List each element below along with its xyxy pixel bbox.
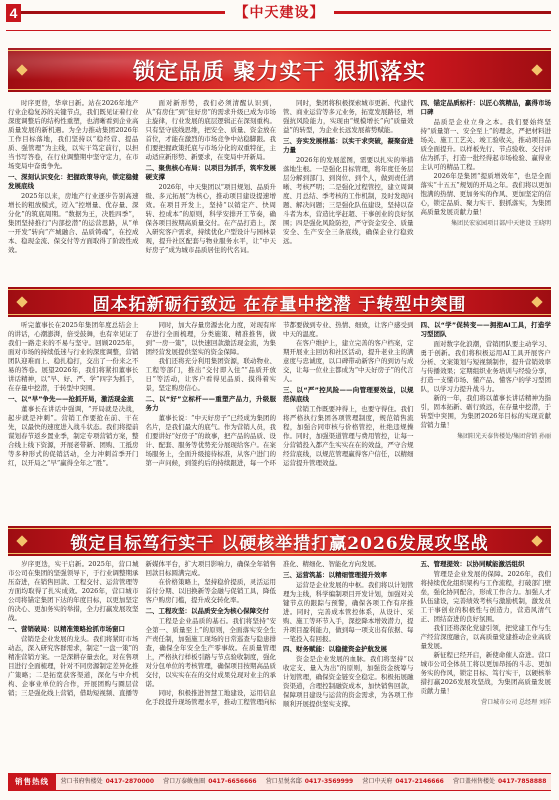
article-paragraph: 新征程已经开启，新使命催人奋进。营口城市公司全体员工将以更加昂扬的斗志、更加务实的作风，锁定目标、笃行实干，以硬核举措打赢2026发展攻坚战，为集团高质量发展贡献力量！ bbox=[420, 651, 551, 695]
article-2-headline: 固本拓新砺行致远 在存量中挖潜 于转型中突围 bbox=[92, 294, 467, 315]
diamond-ornament-icon bbox=[531, 535, 542, 546]
article-paragraph: 岁序更迭，实干启新。2025年，营口城市公司在集团的坚强领导下，于行业调整期承压奋进，在销售回款、工程交付、运营管理等方面均取得了扎实成效。2026年，营口城市公司将锚定集团下达的年度目标，以更加坚定的决心、更加务实的举措，全力打赢发展攻坚战。 bbox=[8, 560, 139, 622]
article-3-headline-banner bbox=[8, 526, 551, 556]
hotline-phone: 0417-2870000 bbox=[105, 778, 155, 785]
page-number: 4 bbox=[6, 4, 21, 22]
article-subheading: 四、财务赋能：以稳健资金护航发展 bbox=[283, 645, 387, 653]
article-subheading: 二、工程攻坚：以品质安全为核心保障交付 bbox=[145, 606, 269, 615]
article-paragraph: 同时，加大存量房源去化力度，对现有库存进行全面梳理，分类施策、精准推售，做到“一房一策”，以快速回款激活现金流，为集团经营发展提供坚实的资金保障。 bbox=[145, 321, 276, 356]
article-paragraph: 我们还将充分利用集团资源，联动物业、工程等部门，推出“交付即入住”“品质开放日”等活动，让客户看得见品质、摸得着实景，坚定购房信心。 bbox=[145, 357, 276, 392]
article-3-body bbox=[8, 560, 551, 769]
article-2-headline-banner bbox=[8, 287, 551, 317]
article-paragraph: 营销是企业发展的龙头。我们将紧盯市场动态，深入研究客群需求，制定“一盘一策”的精准营销方案。一是深耕存量去化，对在售项目进行全面梳理，针对不同房源制定差异化推广策略；二是拓宽获客渠道，深化与中介机构、企事业单位的合作，开展团购与圈层营销；三是强化线上营销，借助短视频、直播等新媒体平台，扩大项目影响力，确保全年销售回款目标圆满完成。 bbox=[8, 560, 276, 697]
hotline-phone: 0417-3569999 bbox=[304, 778, 354, 785]
hotline-name: 营口盖州售楼处 bbox=[452, 778, 495, 785]
article-paragraph: 同时，积极推进智慧工地建设，运用信息化手段提升现场管理水平，推动工程管理向标准化、精细化、智能化方向发展。 bbox=[145, 560, 381, 706]
hotline-item bbox=[61, 774, 154, 790]
article-subheading: 三、夯实发展根基：以实干求突破，凝聚奋进力量 bbox=[283, 136, 414, 154]
article-paragraph: 新的一年，我们将以董事长讲话精神为指引，固本拓新、砺行致远，在存量中挖潜，于转型中突围，为集团2026年目标的实现贡献营销力量！ bbox=[420, 394, 551, 429]
header-rule-right bbox=[334, 11, 551, 14]
article-paragraph: 在价格策略上，坚持稳价提质，灵活运用首付分期、以旧换新等金融与促销工具，降低客户购房门槛，提升成交转化率。 bbox=[145, 578, 276, 604]
diamond-ornament-icon bbox=[16, 64, 27, 75]
article-paragraph: 董事长说：“中天好房子”已经成为集团的名片，是我们最大的底气。作为营销人员，我们要讲好“好房子”的故事，把产品的品质、设计、配套、服务等优势充分展现给客户。在案场服务上，全面升级接待标准，从客户进门的第一声问候，到签约后的持续跟进，每一个环节都要做到专业、热情、细致，让客户感受到中天的温度。 bbox=[145, 321, 414, 467]
article-subheading: 二、以“好”立标杆——重塑产品力，升级服务力 bbox=[145, 394, 276, 412]
hotline-name: 营口万泰鲅鱼圈 bbox=[163, 778, 206, 785]
article-paragraph: 在客户维护上，建立完善的客户档案，定期开展业主回访和社区活动，提升老业主的满意度与忠诚度，以口碑带动新客户的到访与成交，让每一位业主都成为“中天好房子”的代言人。 bbox=[283, 339, 414, 383]
article-paragraph: 2026年是集团“提质增效年”，也是全面落实“十五五”规划的开局之年。我们将以更加饱满的热情、更加务实的作风、更加坚定的信心，锁定品质、聚力实干、狠抓落实，为集团高质量发展贡献力量！ bbox=[420, 172, 551, 216]
diamond-ornament-icon bbox=[16, 296, 27, 307]
article-paragraph: 我们还将深化党建引领，把党建工作与生产经营深度融合，以高质量党建推动企业高质量发展。 bbox=[420, 624, 551, 650]
article-paragraph: 2025年以来，房地产行业逐步告别高速增长的粗放模式，迈入“控增量、优存量、深分化”的筑底周期。“数据为王，决胜四季”，集团坚持推行“内部挖潜”的运营思路，从“单一开发”转向“产城融合、品质铸魂”，在控成本、稳现金流、保交付等方面取得了阶段性成效。 bbox=[8, 191, 139, 254]
article-subheading: 四、锚定品质标杆：以匠心筑精品，赢得市场口碑 bbox=[420, 99, 551, 116]
article-paragraph: 面对数字化浪潮，营销团队要主动学习、勇于创新。我们将积极运用AI工具开展客户分析、文案策划与短视频制作，提升营销效率与传播效果；定期组织业务培训与经验分享，打造一支懂市场、懂产品、懂客户的学习型团队，以学习力提升战斗力。 bbox=[420, 340, 551, 393]
article-paragraph: 资金是企业发展的血脉。我们将坚持“以收定支、量入为出”的原则，加强资金统筹与计划管理，确保资金链安全稳定。积极拓展融资渠道，合理控制融资成本，加快销售回款，保障项目建设与运营的资金需求，为各项工作顺利开展提供坚实支撑。 bbox=[283, 655, 414, 708]
article-subheading: 一、深刻认识变化：把握政策导向，锁定稳健发展底线 bbox=[8, 172, 139, 190]
hotline-item bbox=[266, 774, 353, 790]
article-paragraph: 时序更替，华章日新。站在2026年地产行业企稳复苏的关键节点，我们既见证着行业深度调整后的结构性重塑，也清晰看到企业高质量发展的新机遇。为全力推动集团2026年工作目标落地，我们坚持以“稳经营、提品质、强管理”为主线，以实干笃定前行，以担当书写答卷，在行业调整期中坚守定力，在市场变局中奋勇争先。 bbox=[8, 99, 139, 170]
article-byline: 集团民宏家园项目部/中天建设 王晓明 bbox=[451, 220, 551, 227]
hotline-name: 营口中天府 bbox=[362, 778, 393, 785]
article-paragraph: 营销工作既要冲得上，也要守得住。我们将严格执行集团各项管理制度，规范销售流程，加强合同审核与价格管控，杜绝违规操作。同时，加强渠道管理与费用管控，让每一分营销投入都产生实实在在的效益，严守合规经营底线，以规范管理赢得客户信任，以精细运营提升管理效益。 bbox=[283, 404, 414, 467]
article-paragraph: 董事长在讲话中强调，“开局就是决战，起步就是冲刺”。营销工作要抢在前、干在先，以最快的速度进入战斗状态。我们将提前谋划春节返乡置业季，制定专项营销方案，整合线上线下资源，开展老带新、团购、工抵房等多种形式的促销活动，全力冲刺首季开门红，以开局之“早”赢得全年之“胜”。 bbox=[8, 404, 139, 467]
header-rule-left bbox=[21, 11, 225, 14]
diamond-ornament-icon bbox=[531, 296, 542, 307]
article-subheading: 四、以“学”促转变——拥抱AI工具，打造学习型团队 bbox=[420, 321, 551, 338]
article-1-body bbox=[8, 99, 551, 282]
article-subheading: 五、管理提效：以协同赋能激活组织 bbox=[420, 560, 525, 568]
hotline-phone: 0417-2146666 bbox=[395, 778, 444, 785]
article-2-body bbox=[8, 321, 551, 522]
hotline-item bbox=[362, 774, 443, 790]
article-3-headline: 锁定目标笃行实干 以硬核举措打赢2026发展攻坚战 bbox=[70, 533, 489, 554]
hotline-name: 营口星悦名邸 bbox=[265, 778, 302, 785]
article-paragraph: 同时，集团将积极探索城市更新、代建代管、商业运营等多元业务，拓宽发展路径，增强抗风险能力，实现由“规模增长”向“质量效益”的转型，为企业长远发展蓄势赋能。 bbox=[283, 99, 414, 134]
article-paragraph: 听完董事长在2025年集团年度总结会上的讲话，心潮澎湃，倍受鼓舞，也有幸见证了我们一路走来的不易与坚守。回顾2025年，面对市场的持续低迷与行业的深度调整，营销团队迎难而上、稳扎稳打，交出了一份来之不易的答卷。展望2026年，我们将紧扣董事长讲话精神，以“早、好、严、学”四字为抓手，在存量中挖潜，于转型中突围。 bbox=[8, 321, 139, 392]
header-underline bbox=[6, 30, 551, 31]
article-subheading: 三、运营筑基：以精细管理提升效率 bbox=[283, 570, 387, 579]
diamond-ornament-icon bbox=[16, 535, 27, 546]
hotline-item bbox=[453, 774, 546, 790]
article-paragraph: 面对新形势，我们必须清醒认识到，从“有房住”到“住好房”的需求升级已成为市场主旋律，行业发展的底层逻辑正在深刻重构。只有坚守底线思维，把安全、质量、资金放在首位，才能在激烈的市场竞争中站稳脚跟。我们要把握政策托底与市场分化的双重特征，主动适应新形势、新要求，在变局中开新局。 bbox=[145, 99, 276, 161]
article-byline: 集团阳光天泰售楼处/集团营销 孙丽 bbox=[457, 433, 551, 440]
article-paragraph: 品质是企业立身之本。我们要始终坚持“质量第一、安全至上”的理念，严把材料进场关、施工工艺关、竣工验收关，推动项目品质全面提升。以样板先行、节点验收、交付评估为抓手，打造一批经得起市场检验、赢得业主认可的精品工程。 bbox=[420, 118, 551, 171]
hotline-item bbox=[163, 774, 256, 790]
hotline-phone: 0417-7858888 bbox=[497, 778, 547, 785]
diamond-ornament-icon bbox=[531, 64, 542, 75]
article-paragraph: 运营是企业发展的中枢。我们将以计划管理为主线，科学编制项目开发计划，加强对关键节点的跟踪与预警，确保各项工作有序推进。同时，完善成本管控体系，从设计、采购、施工等环节入手，深挖降本增效潜力，提升项目盈利能力，做到每一项支出有依据、每一笔投入有回报。 bbox=[283, 580, 414, 643]
article-subheading: 一、以“早”争先——抢抓开局，激活现金流 bbox=[8, 394, 134, 403]
article-subheading: 三、以“严”控风险——向管理要效益，以规范保底线 bbox=[283, 385, 414, 403]
article-subheading: 二、聚焦核心布局：以项目为抓手，筑牢发展硬支撑 bbox=[145, 163, 276, 181]
hotline-list bbox=[56, 774, 551, 790]
hotline-name: 营口书府售楼处 bbox=[60, 778, 103, 785]
sales-hotline-bar bbox=[8, 773, 551, 791]
article-paragraph: 工程是企业品质的基石。我们将坚持“安全第一、质量至上”的原则，全面落实安全生产责任制，加强施工现场的日常巡查与隐患排查，确保全年安全生产零事故。在质量管理上，严格执行样板引路与节点验收制度，强化对分包单位的考核管理，确保项目按期高品质交付，以实实在在的交付成果兑现对业主的承诺。 bbox=[145, 616, 276, 688]
article-byline: 营口城市公司 总经理 刘洋 bbox=[481, 699, 551, 706]
hotline-phone: 0417-6656666 bbox=[208, 778, 257, 785]
section-masthead: 【中天建设】 bbox=[234, 5, 325, 21]
article-paragraph: 2026年的发展蓝图，需要以扎实的举措落地生根。一是强化目标管理，将年度任务层层分解到部门、到岗位、到个人，做到责任清晰、考核严明；二是强化过程管控，建立周调度、月总结、季考核的工作机制，及时发现问题、解决问题；三是强化队伍建设，坚持以奋斗者为本，营造比学赶超、干事创业的良好氛围；四是强化风险防控，严守资金安全、质量安全、生产安全三条底线，确保企业行稳致远。 bbox=[283, 155, 414, 245]
article-paragraph: 管理是企业发展的保障。2026年，我们将持续优化组织架构与工作流程，打破部门壁垒，强化协同配合，形成工作合力。加强人才队伍建设，完善绩效考核与激励机制，激发员工干事创业的积极性与创造力，营造风清气正、团结奋进的良好氛围。 bbox=[420, 570, 551, 623]
article-1-headline: 锁定品质 聚力实干 狠抓落实 bbox=[132, 58, 427, 85]
hotline-label: 销售热线 bbox=[8, 774, 56, 790]
article-1-headline-banner bbox=[8, 48, 551, 92]
article-subheading: 一、营销破局：以精准策略抢抓市场窗口 bbox=[8, 624, 125, 633]
article-paragraph: 2026年，中天集团以“项目规划、品质升级、多元拓展”为核心，推动项目建设提速增效。在项目开发上，坚持“以销定产、快周转、控成本”的原则，科学安排开工节奏，确保各项目按期高质量交付。在产品打造上，深入研究客户需求，持续优化户型设计与园林景观，提升社区配套与物业服务水平，让“中天好房子”成为城市品质居住的代名词。 bbox=[145, 182, 276, 254]
